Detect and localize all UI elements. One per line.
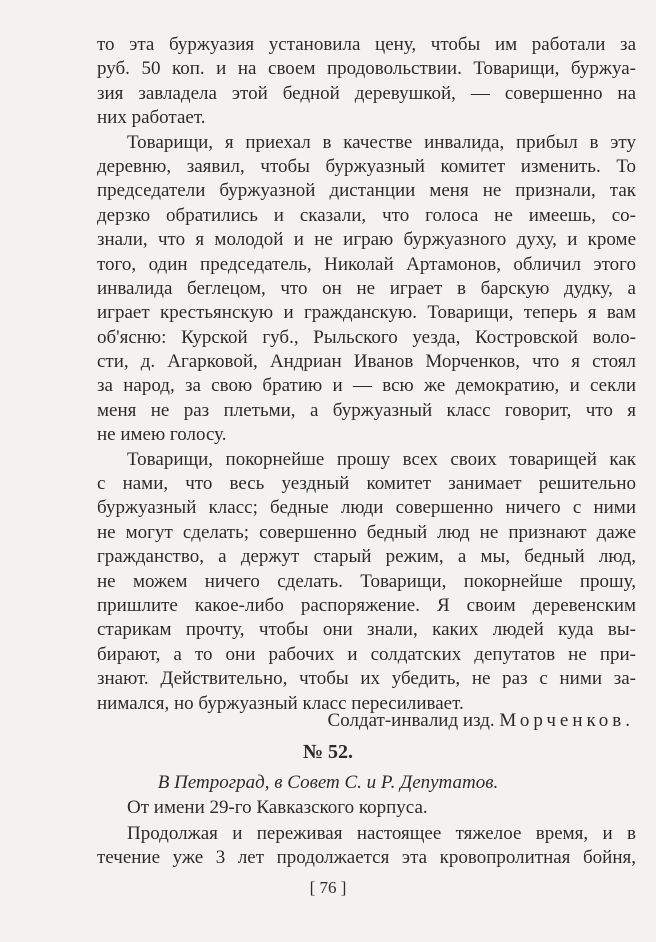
text-line: старикам прочту, чтобы они знали, каких людей куда вы- (97, 619, 636, 641)
text-line: председатели буржуазной дистанции меня не признали, так (97, 180, 636, 202)
text-line: с нами, что весь уездный комитет занимает решительно (97, 473, 636, 495)
next-paragraph (97, 822, 636, 871)
text-line: пришлите какое-либо распоряжение. Я своим деревенским (97, 594, 636, 616)
text-line: бирают, а то они рабочих и солдатских депутатов не при- (97, 643, 636, 665)
text-line: буржуазный класс; бедные люди совершенно ничего с ними (97, 497, 636, 519)
text-line: течение уже 3 лет продолжается эта кровопролитная бойня, (97, 847, 636, 869)
text-line: то эта буржуазия установила цену, чтобы им работали за (97, 34, 636, 55)
text-line: Товарищи, покорнейше прошу всех своих товарищей как (127, 448, 636, 470)
text-line: гражданство, а держут старый режим, а мы, бедный люд, (97, 546, 636, 568)
text-line: деревню, заявил, чтобы буржуазный комитет изменить. То (97, 155, 636, 177)
document-address: В Петроград, в Совет С. и Р. Депутатов. (157, 772, 499, 793)
text-line: об'ясню: Курской губ., Рыльского уезда, Костровской воло- (97, 326, 636, 348)
text-line: нимался, но буржуазный класс пересиливает. (97, 692, 464, 714)
signature (328, 709, 634, 733)
text-line: знают. Действительно, чтобы их убедить, не раз с ними за- (97, 668, 636, 690)
from-line: От имени 29-го Кавказского корпуса. (127, 797, 428, 818)
paragraph (97, 448, 636, 716)
body-text (97, 33, 636, 716)
text-line: руб. 50 коп. и на своем продовольствии. Товарищи, буржуа- (97, 58, 636, 80)
text-line: сти, д. Агарковой, Андриан Иванов Морченков, что я стоял (97, 351, 636, 373)
text-line: того, один председатель, Николай Артамонов, обличил этого (97, 253, 636, 275)
signature-prefix: Солдат-инвалид изд. (327, 710, 495, 731)
text-line: за народ, за свою братию и — всю же демократию, и секли (97, 375, 636, 397)
paragraph (97, 33, 636, 131)
text-line: Товарищи, я приехал в качестве инвалида, прибыл в эту (127, 131, 636, 153)
text-line: инвалида беглецом, что он не играет в барскую дудку, а (97, 277, 636, 299)
text-line: зия завладела этой бедной деревушкой, — совершенно на (97, 82, 636, 104)
text-line: дерзко обратились и сказали, что голоса не имеешь, со- (97, 204, 636, 226)
text-line: не имею голосу. (97, 424, 227, 446)
document-number: № 52. (302, 741, 354, 763)
text-line: играет крестьянскую и гражданскую. Товарищи, теперь я вам (97, 302, 636, 324)
page-number: [ 76 ] (309, 878, 347, 897)
text-line: меня не раз плетьми, а буржуазный класс говорит, что я (97, 399, 636, 421)
text-line: Продолжая и переживая настоящее тяжелое время, и в (127, 823, 636, 844)
text-line: знали, что я молодой и не играю буржуазного духу, и кроме (97, 229, 636, 251)
text-line: не могут сделать; совершенно бедный люд не признают даже (97, 521, 636, 543)
signature-name: Морченков. (499, 710, 634, 731)
text-line: не можем ничего сделать. Товарищи, покорнейше прошу, (97, 570, 636, 592)
paragraph (97, 131, 636, 448)
text-line: них работает. (97, 107, 206, 129)
